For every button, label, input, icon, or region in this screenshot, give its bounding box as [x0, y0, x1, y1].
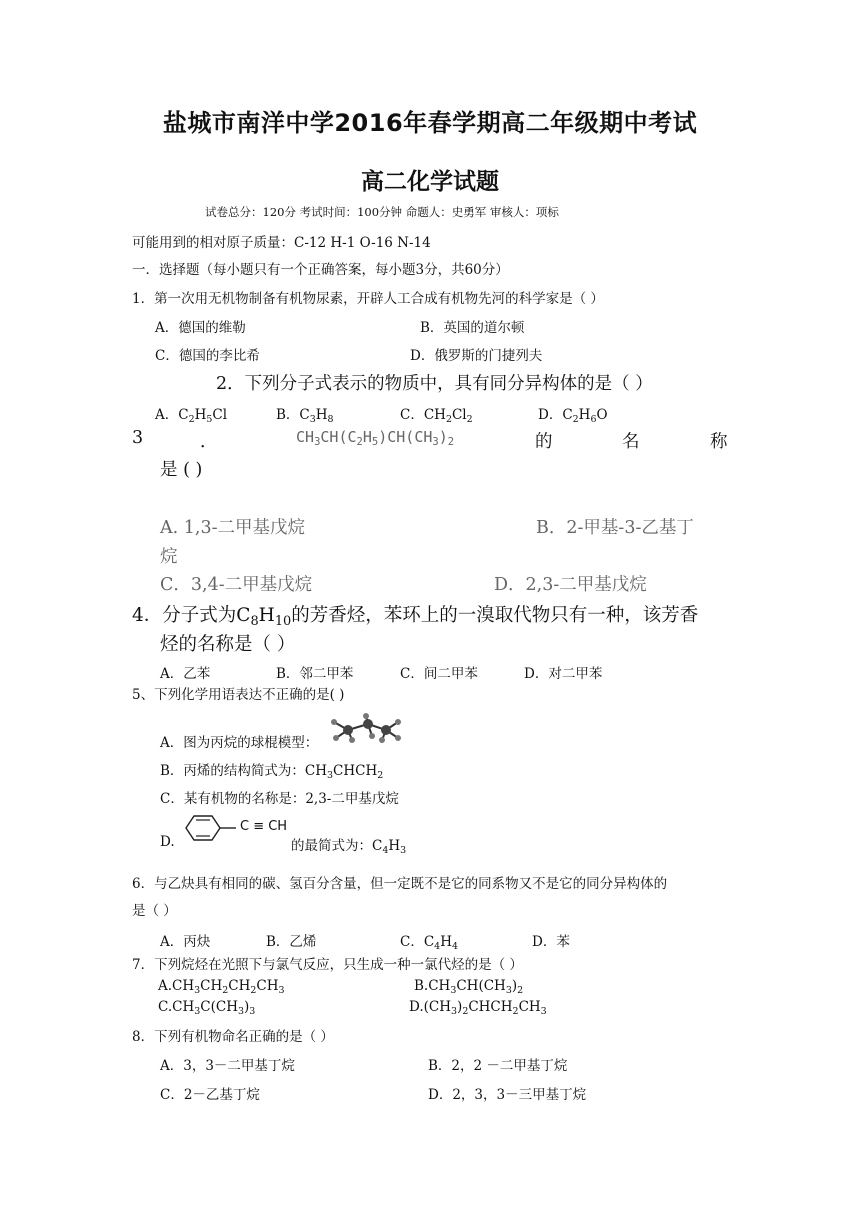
exam-title: 盐城市南洋中学2016年春学期高二年级期中考试 — [162, 109, 698, 137]
question-3-option-d: D．2,3-二甲基戊烷 — [494, 575, 647, 595]
question-7-option-b: $B.CH_3CH(CH_3)_2$ — [414, 978, 524, 996]
question-3-option-b-cont: 烷 — [160, 547, 178, 567]
question-7-option-a: $A.CH_3CH_2CH_2CH_3$ — [158, 978, 285, 996]
question-6-stem: 6．与乙炔具有相同的碳、氢百分含量，但一定既不是它的同系物又不是它的同分异构体的 — [132, 876, 668, 892]
question-1-option-c: C．德国的李比希 — [155, 348, 260, 364]
question-3-option-c: C．3,4-二甲基戊烷 — [160, 575, 313, 595]
question-3-word-3: 称 — [710, 432, 728, 452]
question-4-stem-cont: 烃的名称是（ ） — [160, 634, 296, 655]
question-2-option-a: A．$C_2H_5Cl$ — [155, 407, 228, 425]
question-3-option-a: A. 1,3-二甲基戊烷 — [160, 518, 306, 538]
question-2-option-d: D．$C_2H_6O$ — [538, 407, 608, 425]
question-4-option-c: C．间二甲苯 — [400, 666, 478, 682]
question-5-option-a: A．图为丙烷的球棍模型： — [160, 735, 319, 751]
question-3-formula: $CH_3CH(C_2H_5)CH(CH_3)_2$ — [296, 428, 455, 449]
question-6-stem-cont: 是（ ） — [132, 903, 177, 919]
question-3-stem-cont: 是 ( ) — [160, 460, 203, 480]
propane-ball-stick-model-icon — [326, 712, 406, 746]
question-5-option-d-group: C ≡ CH — [240, 819, 288, 834]
question-4-stem: 4．分子式为$C_8H_{10}$的芳香烃，苯环上的一溴取代物只有一种，该芳香 — [132, 605, 699, 629]
question-3-word-2: 名 — [622, 432, 640, 452]
question-5-option-d-label: D. — [160, 834, 175, 850]
question-6-option-d: D．苯 — [532, 934, 570, 950]
question-6-option-b: B．乙烯 — [266, 934, 317, 950]
question-7-stem: 7．下列烷烃在光照下与氯气反应，只生成一种一氯代烃的是（ ） — [132, 957, 523, 973]
question-3-word-1: 的 — [535, 432, 553, 452]
question-8-option-b: B．2，2 －二甲基丁烷 — [428, 1058, 568, 1074]
question-4-option-b: B．邻二甲苯 — [276, 666, 354, 682]
question-6-option-a: A．丙炔 — [160, 934, 211, 950]
question-8-option-c: C．2－乙基丁烷 — [160, 1087, 260, 1103]
question-1-stem: 1．第一次用无机物制备有机物尿素，开辟人工合成有机物先河的科学家是（ ） — [132, 291, 604, 307]
question-2-stem: 2．下列分子式表示的物质中，具有同分异构体的是（ ） — [216, 374, 653, 394]
question-1-option-a: A．德国的维勒 — [155, 320, 246, 336]
section-heading: 一．选择题（每小题只有一个正确答案，每小题3分，共60分） — [132, 262, 509, 278]
question-3-option-b: B．2-甲基-3-乙基丁 — [536, 518, 694, 538]
question-6-option-c: C．$C_4H_4$ — [400, 934, 458, 952]
question-5-option-c: C．某有机物的名称是：2,3-二甲基戊烷 — [160, 791, 399, 807]
question-7-option-c: $C.CH_3C(CH_3)_3$ — [158, 999, 256, 1017]
question-5-option-b: B．丙烯的结构简式为：$CH_3CHCH_2$ — [160, 763, 384, 781]
question-2-option-b: B．$C_3H_8$ — [276, 407, 334, 425]
question-5-option-d-tail: 的最简式为：$C_4H_3$ — [291, 838, 407, 856]
benzene-ring-icon — [178, 812, 240, 846]
question-8-stem: 8．下列有机物命名正确的是（ ） — [132, 1029, 334, 1045]
question-1-option-d: D．俄罗斯的门捷列夫 — [410, 348, 543, 364]
atomic-masses: 可能用到的相对原子质量：C-12 H-1 O-16 N-14 — [132, 235, 431, 251]
question-7-option-d: $D.(CH_3)_2CHCH_2CH_3$ — [409, 999, 547, 1017]
question-3-dot: ． — [200, 432, 218, 452]
question-8-option-d: D．2，3，3－三甲基丁烷 — [428, 1087, 587, 1103]
question-4-option-a: A．乙苯 — [160, 666, 211, 682]
subject-title: 高二化学试题 — [361, 169, 499, 195]
question-1-option-b: B．英国的道尔顿 — [420, 320, 525, 336]
question-4-option-d: D．对二甲苯 — [524, 666, 603, 682]
exam-meta: 试卷总分：120分 考试时间：100分钟 命题人：史勇军 审核人：项标 — [205, 205, 559, 219]
question-2-option-c: C．$CH_2Cl_2$ — [400, 407, 473, 425]
question-5-stem: 5、下列化学用语表达不正确的是( ) — [132, 687, 345, 703]
question-8-option-a: A．3，3－二甲基丁烷 — [160, 1058, 295, 1074]
question-3-number: 3 — [132, 428, 144, 448]
